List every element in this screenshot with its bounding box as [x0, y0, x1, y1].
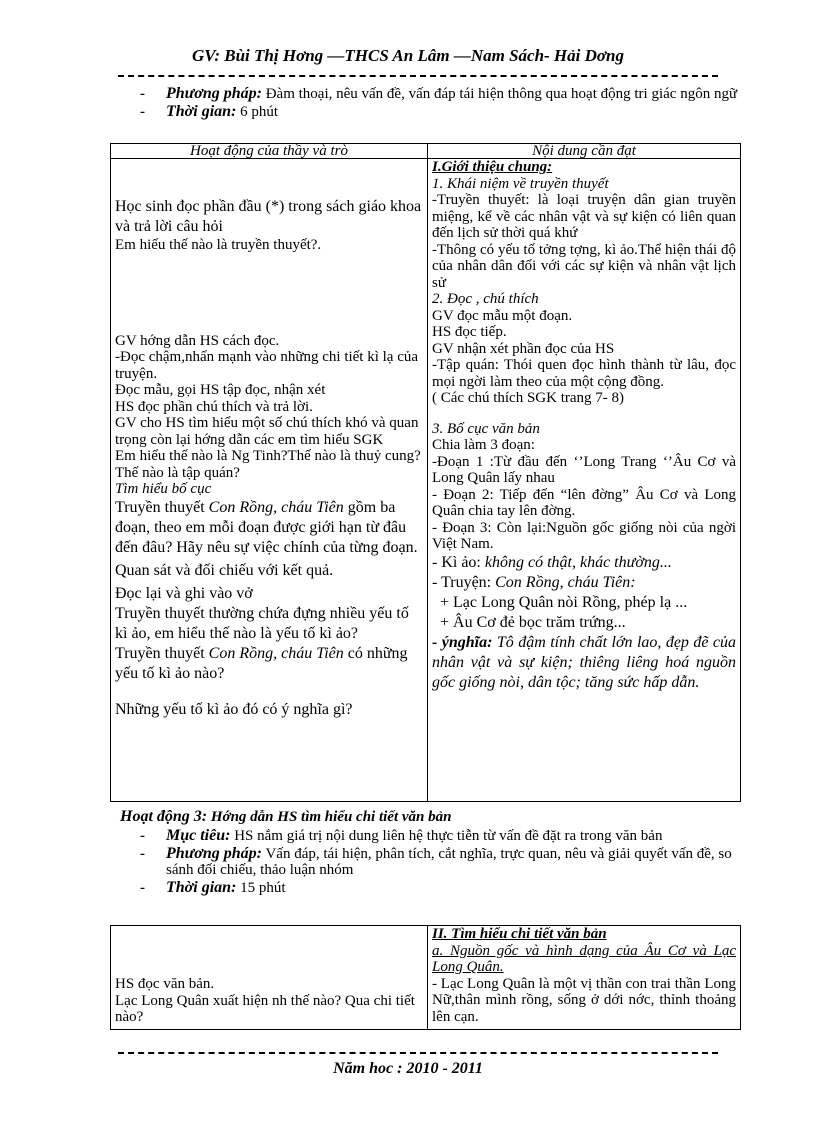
bottom-divider	[118, 1052, 718, 1054]
lesson-table	[110, 143, 741, 802]
detail-content-column: II. Tìm hiểu chi tiết văn bản a. Nguồn gốc và hình dạng của Âu Cơ và Lạc Long Quân. - Lạc Long Quân là một vị thần con trai thần Long Nữ,thân mình rồng, sống ở dới nớc, thỉnh thoảng lên cạn.	[428, 926, 741, 1030]
detail-table	[110, 925, 741, 1030]
detail-activities-column: HS đọc văn bản. Lạc Long Quân xuất hiện nh thế nào? Qua chi tiết nào?	[111, 926, 428, 1030]
objective-bullet: - Mục tiêu: HS nắm giá trị nội dung liên hệ thực tiễn từ vấn đề đặt ra trong văn bản	[140, 827, 663, 844]
page-header: GV: Bùi Thị Hơng —THCS An Lâm —Nam Sách- Hải Dơng	[192, 46, 624, 65]
table-header-left: Hoạt động của thầy và trò	[111, 144, 428, 159]
method-bullet-2: - Phương pháp: Vấn đáp, tái hiện, phân tích, cắt nghĩa, trực quan, nêu và giải quyết vấn đề, so sánh đối chiếu, thảo luận nhóm	[140, 845, 732, 878]
activity-3-heading: Hoạt động 3: Hớng dẫn HS tìm hiểu chi tiết văn bản	[120, 808, 452, 825]
method-bullet: - Phương pháp: Đàm thoại, nêu vấn đề, vấn đáp tái hiện thông qua hoạt động tri giác ngôn ngữ	[140, 85, 738, 102]
page-footer: Năm hoc : 2010 - 2011	[333, 1060, 483, 1077]
content-column: I.Giới thiệu chung: 1. Khái niệm về truyền thuyết -Truyền thuyết: là loại truyện dân gian truyền miệng, kể về các nhân vật và sự kiện có liên quan đến lịch sử thời quá khứ -Thông có yếu tố tởng tợng, kì ảo.Thể hiện thái độ của nhân dân đối với các sự kiện và nhân vật lịch sử 2. Đọc , chú thích GV đọc mẫu một đoạn. HS đọc tiếp. GV nhận xét phần đọc của HS -Tập quán: Thói quen đọc hình thành từ lâu, đọc mọi ngời làm theo của một cộng đồng. ( Các chú thích SGK trang 7- 8) 3. Bố cục văn bản Chia làm 3 đoạn: -Đoạn 1 :Từ đầu đến ‘’Long Trang ‘’Âu Cơ và Long Quân lấy nhau - Đoạn 2: Tiếp đến “lên đờng” Âu Cơ và Long Quân chia tay lên đờng. - Đoạn 3: Còn lại:Nguồn gốc giống nòi của ngời Việt Nam. - Kì ảo: không có thật, khác thường... - Truyện: Con Rồng, cháu Tiên: + Lạc Long Quân nòi Rồng, phép lạ ... + Âu Cơ đẻ bọc trăm trứng... - ýnghĩa: Tô đậm tính chất lớn lao, đẹp đẽ của nhân vật và sự kiện; thiêng liêng hoá nguồn gốc giống nòi, dân tộc; tăng sức hấp dẫn.	[428, 159, 741, 802]
time-bullet-2: - Thời gian: 15 phút	[140, 879, 286, 896]
time-bullet: - Thời gian: 6 phút	[140, 103, 279, 120]
top-bullets	[140, 86, 740, 122]
activities-column: Học sinh đọc phần đầu (*) trong sách giáo khoa và trả lời câu hỏi Em hiểu thế nào là truyền thuyết?. GV hớng dẫn HS cách đọc. -Đọc chậm,nhấn mạnh vào những chi tiết kì lạ của truyện. Đọc mẫu, gọi HS tập đọc, nhận xét HS đọc phần chú thích và trả lời. GV cho HS tìm hiểu một số chú thích khó và quan trọng còn lại hớng dẫn các em tìm hiểu SGK Em hiểu thế nào là Ng Tinh?Thế nào là thuỷ cung? Thế nào là tập quán? Tìm hiểu bố cục Truyền thuyết Con Rồng, cháu Tiên gồm ba đoạn, theo em mỗi đoạn được giới hạn từ đâu đến đâu? Hãy nêu sự việc chính của từng đoạn. Quan sát và đối chiếu với kết quả. Đọc lại và ghi vào vở Truyền thuyết thường chứa đựng nhiều yếu tố kì ảo, em hiểu thế nào là yếu tố kì ảo? Truyền thuyết Con Rồng, cháu Tiên có những yếu tố kì ảo nào? Những yếu tố kì ảo đó có ý nghĩa gì?	[111, 159, 428, 802]
top-divider	[118, 75, 718, 77]
mid-bullets	[140, 828, 740, 898]
table-header-right: Nội dung cần đạt	[428, 144, 741, 159]
